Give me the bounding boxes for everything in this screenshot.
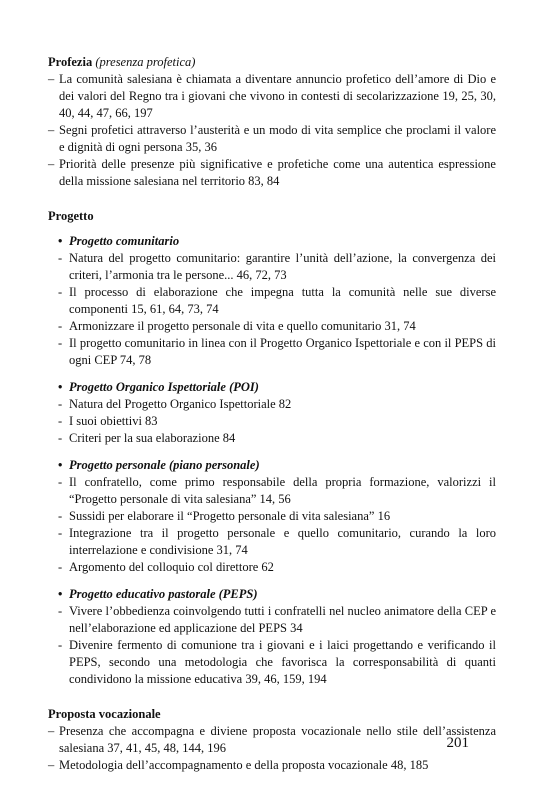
subsection-title: • Progetto comunitario xyxy=(58,233,496,250)
subsection-title: • Progetto Organico Ispettoriale (POI) xyxy=(58,379,496,396)
section-heading: Proposta vocazionale xyxy=(48,707,161,721)
subsection-title: • Progetto personale (piano personale) xyxy=(58,457,496,474)
section-profezia xyxy=(48,54,496,190)
list-item: - Armonizzare il progetto personale di vita e quello comunitario 31, 74 xyxy=(58,318,496,335)
list-item: - Divenire fermento di comunione tra i giovani e i laici progettando e verificando il PEPS, secondo una metodologia che favorisca la corresponsabilità di quanti condividono la missione educativa 39, 46, 159, 194 xyxy=(58,637,496,688)
section-heading xyxy=(48,54,496,71)
list-item: - Il confratello, come primo responsabile della propria formazione, valorizzi il “Progetto personale di vita salesiana” 14, 56 xyxy=(58,474,496,508)
list-item: - I suoi obiettivi 83 xyxy=(58,413,496,430)
list-item: – Segni profetici attraverso l’austerità e un modo di vita semplice che proclami il valore e dignità di ogni persona 35, 36 xyxy=(48,122,496,156)
list-item: - Natura del Progetto Organico Ispettoriale 82 xyxy=(58,396,496,413)
section-proposta-vocazionale xyxy=(48,706,496,774)
list-item: – La comunità salesiana è chiamata a diventare annuncio profetico dell’amore di Dio e dei valori del Regno tra i giovani che vivono in contesti di secolarizzazione 19, 25, 30, 40, 44, 47, 66, 197 xyxy=(48,71,496,122)
subsection-peps xyxy=(58,586,496,688)
heading-subtitle: (presenza profetica) xyxy=(95,55,196,69)
list-item: - Il progetto comunitario in linea con il Progetto Organico Ispettoriale e con il PEPS di ogni CEP 74, 78 xyxy=(58,335,496,369)
index-page xyxy=(48,54,496,792)
entry-list xyxy=(48,723,496,774)
list-item: - Il processo di elaborazione che impegna tutta la comunità nelle sue diverse componenti 15, 61, 64, 73, 74 xyxy=(58,284,496,318)
section-progetto xyxy=(48,208,496,688)
subsection-poi xyxy=(58,379,496,447)
list-item: - Vivere l’obbedienza coinvolgendo tutti i confratelli nel nucleo animatore della CEP e nell’elaborazione ed applicazione del PEPS 34 xyxy=(58,603,496,637)
list-item: - Natura del progetto comunitario: garantire l’unità dell’azione, la convergenza dei criteri, l’armonia tra le persone... 46, 72, 73 xyxy=(58,250,496,284)
list-item: – Priorità delle presenze più significative e profetiche come una autentica espressione della missione salesiana nel territorio 83, 84 xyxy=(48,156,496,190)
list-item: – Presenza che accompagna e diviene proposta vocazionale nello stile dell’assistenza salesiana 37, 41, 45, 48, 144, 196 xyxy=(48,723,496,757)
page-number: 201 xyxy=(446,735,469,751)
list-item: - Sussidi per elaborare il “Progetto personale di vita salesiana” 16 xyxy=(58,508,496,525)
subsection-progetto-comunitario xyxy=(58,233,496,369)
section-heading: Progetto xyxy=(48,209,94,223)
entry-list xyxy=(58,474,496,576)
subsection-title: • Progetto educativo pastorale (PEPS) xyxy=(58,586,496,603)
entry-list xyxy=(58,603,496,688)
list-item: - Integrazione tra il progetto personale e quello comunitario, curando la loro interrelazione e condivisione 31, 74 xyxy=(58,525,496,559)
entry-list xyxy=(48,71,496,190)
entry-list xyxy=(58,250,496,369)
heading-title: Profezia xyxy=(48,55,93,69)
list-item: – Metodologia dell’accompagnamento e della proposta vocazionale 48, 185 xyxy=(48,757,496,774)
list-item: - Argomento del colloquio col direttore 62 xyxy=(58,559,496,576)
entry-list xyxy=(58,396,496,447)
subsection-progetto-personale xyxy=(58,457,496,576)
list-item: - Criteri per la sua elaborazione 84 xyxy=(58,430,496,447)
